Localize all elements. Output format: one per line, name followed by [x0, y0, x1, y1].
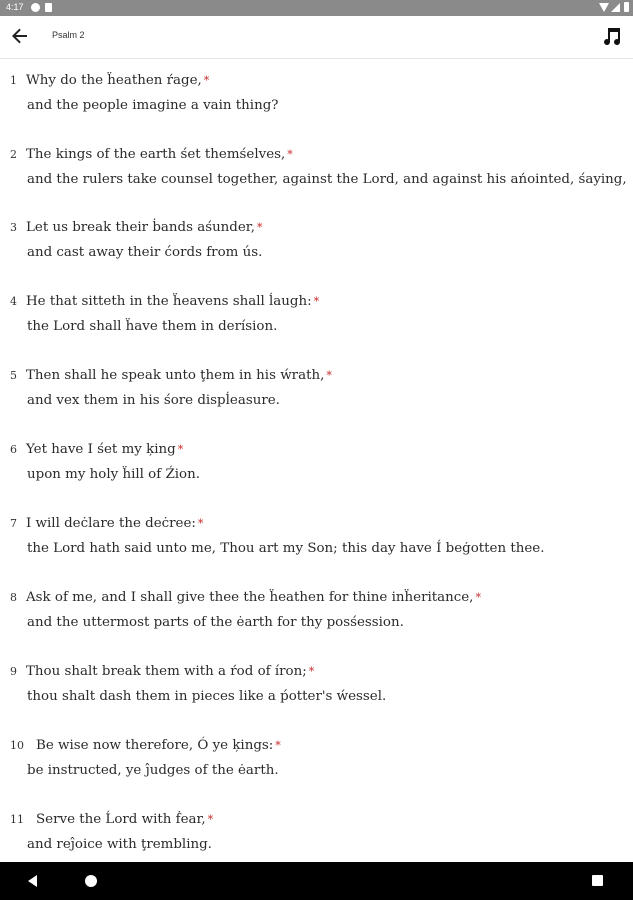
verse-number: 7 — [10, 517, 17, 530]
verse-number: 2 — [10, 148, 17, 161]
nav-back-icon[interactable] — [28, 875, 37, 887]
verse-marker: * — [177, 443, 184, 456]
sync-status-icon — [31, 3, 40, 12]
verse-number: 9 — [10, 665, 17, 678]
verse-marker: * — [475, 591, 481, 604]
verse-line-1: Let us break their ḃands aśunder, — [26, 220, 255, 235]
status-bar — [0, 0, 633, 16]
verse-line-2: and reĵoice with ţrembling. — [27, 837, 212, 852]
verse-line-2: and the people imagine a vain thing? — [27, 98, 279, 113]
verse-number: 8 — [10, 591, 17, 604]
verse-line-1: Why do the ḧeathen ŕage, — [26, 73, 202, 88]
verse-line-2: and the rulers take counsel together, against the Lord, and against his ańointed, śaying, — [27, 172, 627, 187]
verse-line-1: I will deċlare the deċree: — [26, 516, 196, 531]
back-button[interactable] — [8, 24, 32, 48]
verse-number: 6 — [10, 443, 17, 456]
verse-marker: * — [308, 665, 315, 678]
verse-line-2: thou shalt dash them in pieces like a ṕotter's ẃessel. — [27, 689, 387, 704]
verse-marker: * — [203, 74, 210, 87]
music-button[interactable] — [599, 24, 623, 48]
music-note-icon — [599, 24, 623, 48]
verse-line-1: Then shall he speak unto ţhem in his ẃrath, — [26, 368, 325, 383]
verse-number: 10 — [10, 739, 24, 752]
verse-line-2: be instructed, ye ĵudges of the ėarth. — [27, 763, 279, 778]
verse-number: 5 — [10, 369, 17, 382]
verse-number: 11 — [10, 813, 24, 826]
verse-number: 4 — [10, 295, 17, 308]
nav-home-icon[interactable] — [85, 875, 97, 887]
wifi-icon — [599, 3, 609, 12]
verse-marker: * — [287, 148, 293, 161]
verse-line-1: Thou shalt break them with a ŕod of íron; — [26, 664, 307, 679]
verse-line-1: Serve the Ĺord with ḟear, — [36, 812, 206, 827]
verse-line-2: and cast away their ćords from ús. — [27, 245, 263, 260]
page-title: Psalm 2 — [52, 30, 85, 40]
verse-marker: * — [326, 369, 332, 382]
verse-number: 3 — [10, 221, 17, 234]
verse-line-2: upon my holy ḧill of Źion. — [27, 467, 200, 482]
verse-line-2: the Lord shall ḧave them in derísion. — [27, 319, 278, 334]
verse-line-2: the Lord hath said unto me, Thou art my Son; this day have Í beģotten thee. — [27, 541, 545, 556]
verse-number: 1 — [10, 74, 17, 87]
psalm-text — [0, 59, 633, 862]
nav-recents-icon[interactable] — [592, 875, 603, 886]
verse-line-1: The kings of the earth śet themśelves, — [26, 147, 286, 162]
arrow-back-icon — [8, 24, 32, 48]
verse-marker: * — [275, 739, 281, 752]
battery-icon — [624, 2, 629, 12]
sd-card-icon — [45, 3, 52, 12]
verse-marker: * — [257, 221, 263, 234]
verse-line-2: and the uttermost parts of the ėarth for thy posśession. — [27, 615, 404, 630]
status-time: 4:17 — [6, 2, 24, 12]
verse-line-1: Ask of me, and I shall give thee the ḧeathen for thine inḧeritance, — [26, 590, 474, 605]
verse-line-1: Be wise now therefore, Ó ye ķings: — [36, 738, 274, 753]
verse-line-2: and vex them in his śore dispĺeasure. — [27, 393, 280, 408]
verse-marker: * — [197, 517, 204, 530]
verse-line-1: He that sitteth in the ḧeavens shall ĺaugh: — [26, 294, 312, 309]
app-bar — [0, 16, 633, 59]
verse-marker: * — [207, 813, 214, 826]
system-nav-bar — [0, 862, 633, 900]
cell-signal-icon — [611, 3, 620, 12]
verse-marker: * — [313, 295, 320, 308]
verse-line-1: Yet have I śet my ķing — [26, 442, 176, 457]
